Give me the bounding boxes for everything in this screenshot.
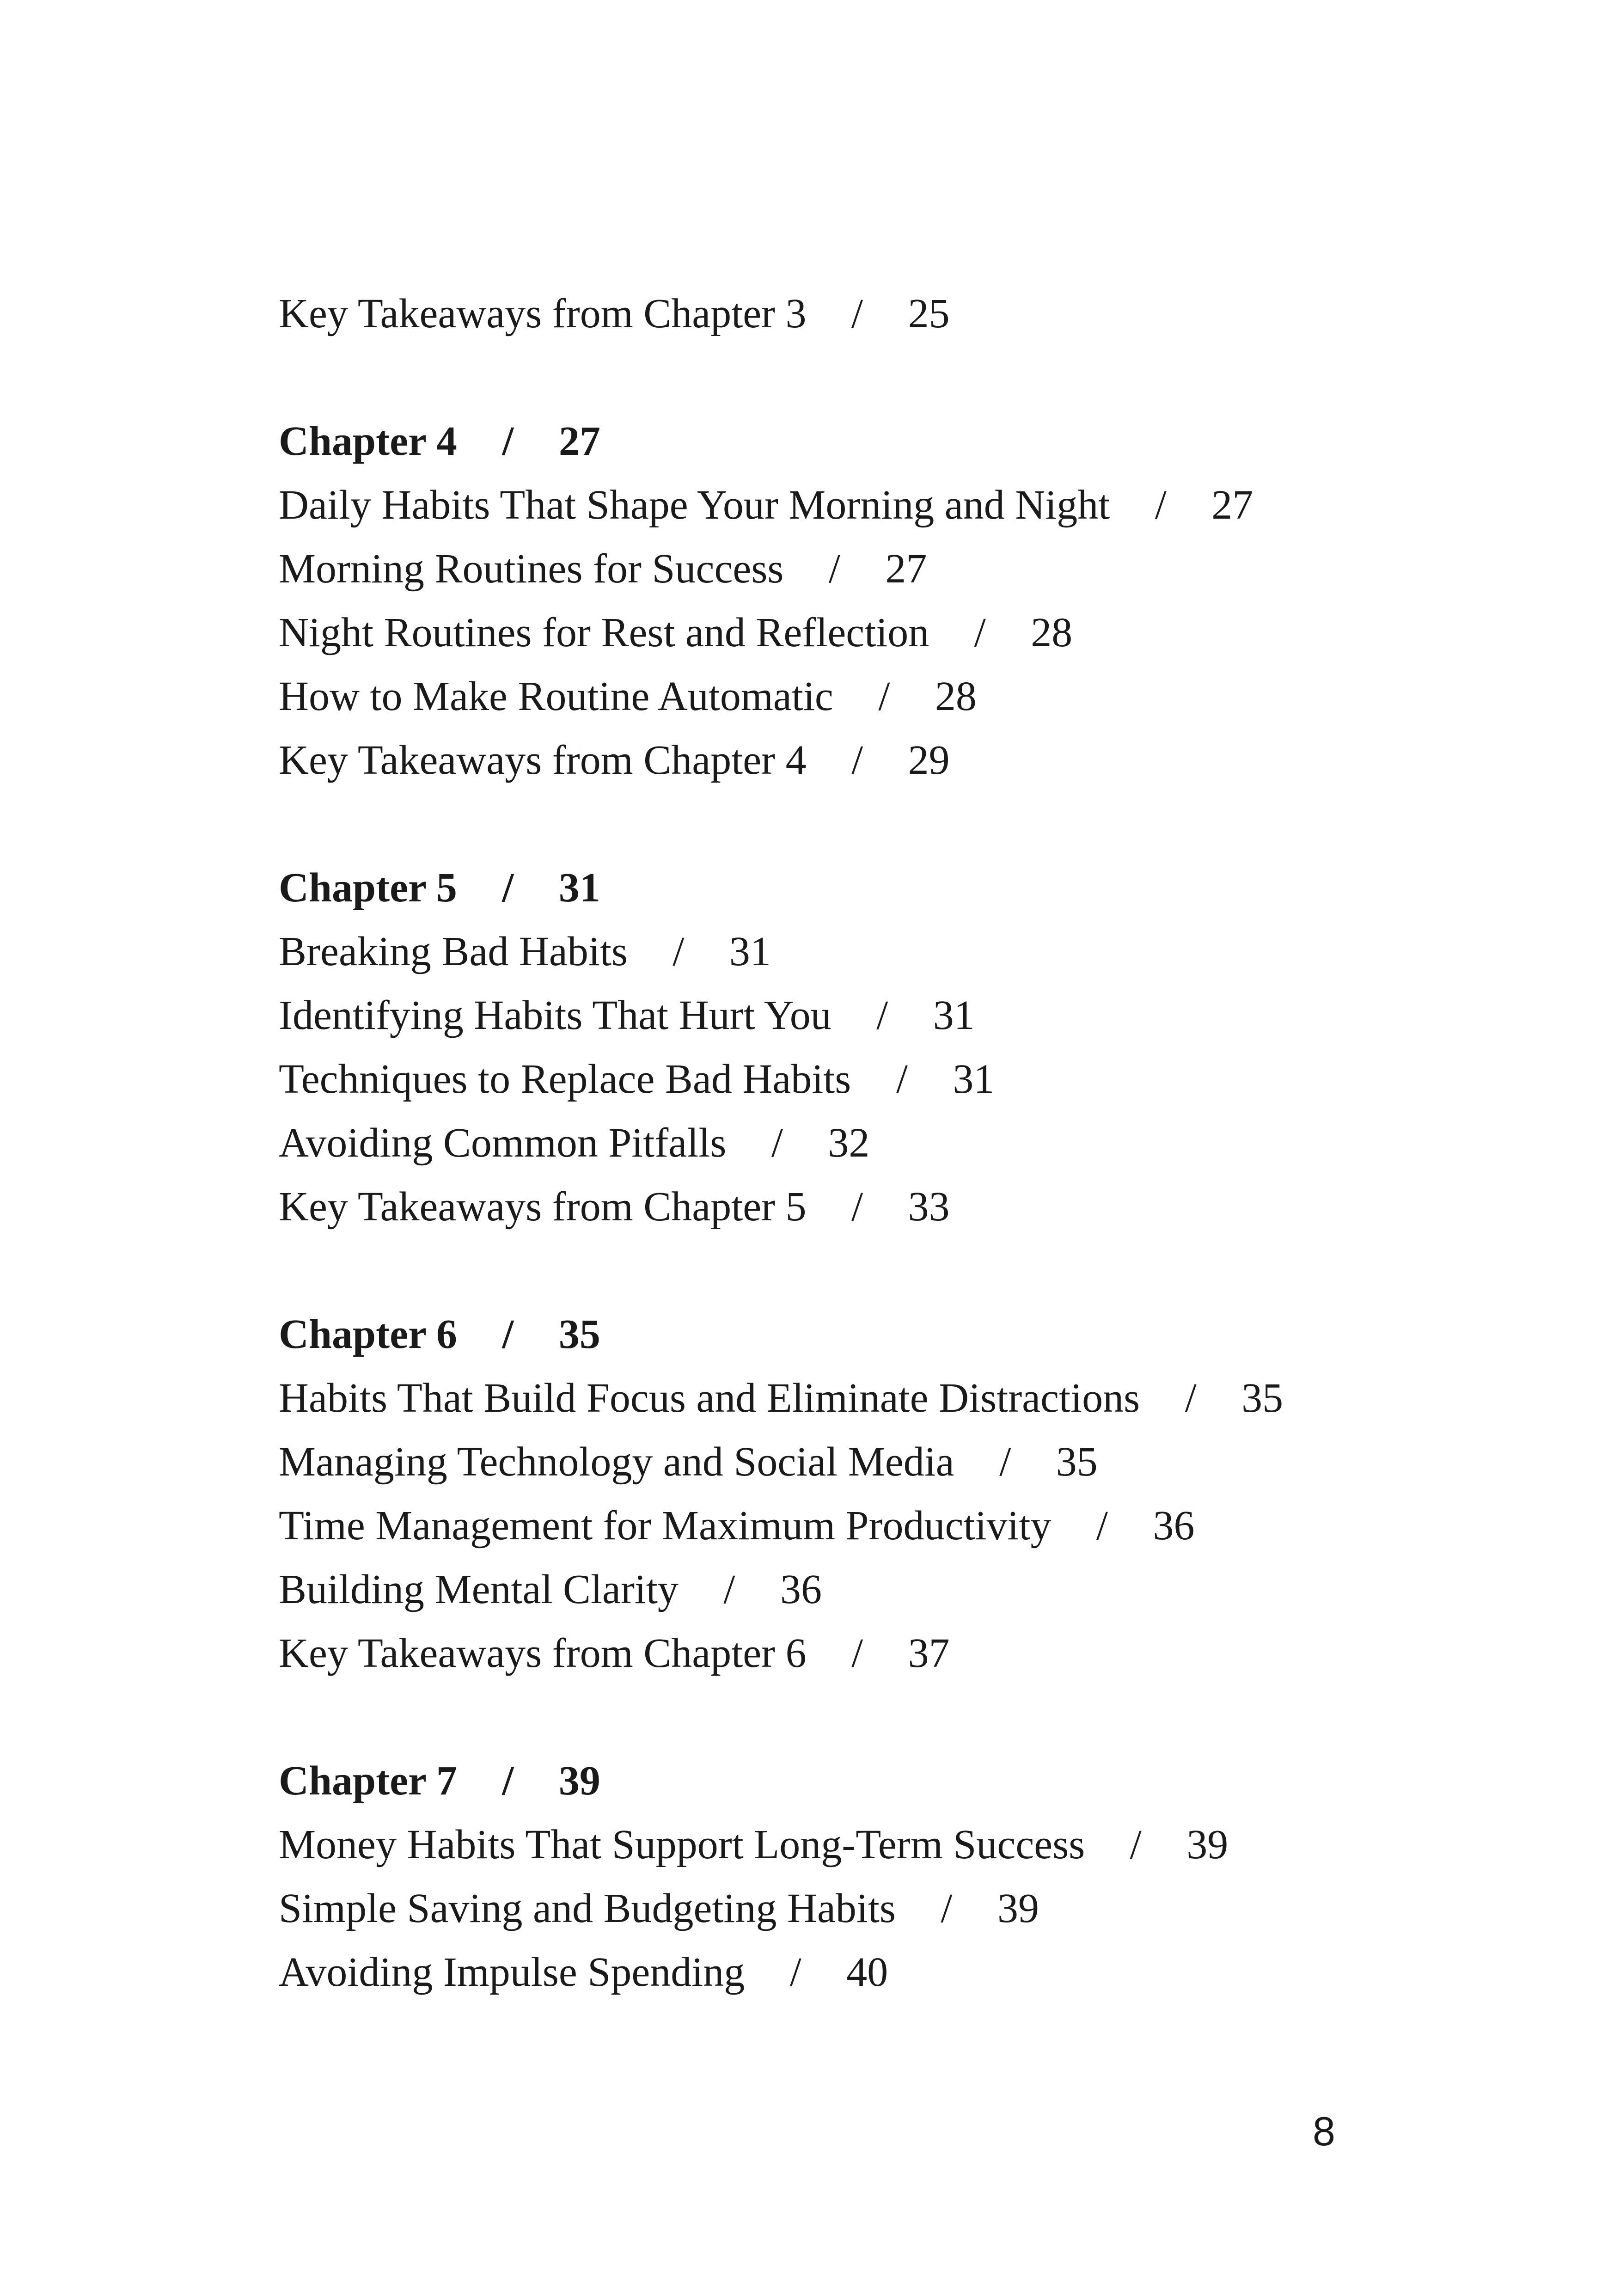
- toc-entry-title: Key Takeaways from Chapter 6: [279, 1630, 807, 1676]
- toc-entry: [279, 1813, 1480, 1877]
- toc-entry-title: How to Make Routine Automatic: [279, 673, 833, 719]
- toc-entry: [279, 729, 1480, 792]
- toc-entry-title: Breaking Bad Habits: [279, 929, 628, 974]
- toc-separator: /: [1096, 1503, 1108, 1549]
- table-of-contents: [279, 282, 1480, 2004]
- toc-separator: /: [789, 1949, 801, 1995]
- chapter-title: Chapter 6: [279, 1311, 457, 1357]
- toc-separator: /: [828, 546, 840, 592]
- toc-entry-title: Avoiding Impulse Spending: [279, 1949, 745, 1995]
- chapter-heading: [279, 410, 1480, 473]
- toc-entry: [279, 1111, 1480, 1175]
- toc-entry: [279, 473, 1480, 537]
- toc-entry-page: 31: [729, 929, 771, 974]
- toc-entry: [279, 282, 1480, 346]
- chapter-page: 31: [558, 865, 600, 911]
- toc-entry-title: Key Takeaways from Chapter 4: [279, 737, 807, 783]
- toc-entry-page: 36: [1153, 1503, 1195, 1549]
- toc-entry-title: Key Takeaways from Chapter 5: [279, 1184, 807, 1230]
- toc-separator: /: [502, 1311, 514, 1357]
- toc-entry: [279, 537, 1480, 601]
- toc-separator: /: [851, 1630, 863, 1676]
- toc-entry-page: 37: [908, 1630, 950, 1676]
- toc-entry: [279, 1622, 1480, 1685]
- toc-entry-title: Techniques to Replace Bad Habits: [279, 1056, 851, 1102]
- chapter-title: Chapter 7: [279, 1758, 457, 1804]
- toc-entry: [279, 1558, 1480, 1622]
- toc-separator: /: [851, 737, 863, 783]
- toc-entry: [279, 1366, 1480, 1430]
- section-gap: [279, 792, 1480, 856]
- toc-entry-title: Key Takeaways from Chapter 3: [279, 291, 807, 337]
- toc-entry-title: Morning Routines for Success: [279, 546, 784, 592]
- toc-entry-page: 31: [953, 1056, 995, 1102]
- toc-entry-page: 36: [780, 1567, 822, 1612]
- chapter-page: 27: [558, 418, 600, 464]
- toc-separator: /: [672, 929, 685, 974]
- toc-entry-page: 32: [828, 1120, 870, 1166]
- toc-entry-page: 29: [908, 737, 950, 783]
- section-gap: [279, 1239, 1480, 1303]
- toc-entry-title: Simple Saving and Budgeting Habits: [279, 1886, 896, 1931]
- toc-entry-page: 39: [1186, 1822, 1229, 1867]
- toc-separator: /: [876, 992, 888, 1038]
- toc-entry: [279, 920, 1480, 984]
- toc-entry-page: 31: [933, 992, 975, 1038]
- toc-separator: /: [851, 291, 863, 337]
- toc-entry-page: 27: [885, 546, 927, 592]
- toc-entry-title: Building Mental Clarity: [279, 1567, 679, 1612]
- toc-entry-page: 28: [935, 673, 977, 719]
- toc-entry: [279, 1494, 1480, 1558]
- toc-separator: /: [1130, 1822, 1142, 1867]
- toc-entry: [279, 984, 1480, 1047]
- toc-entry-page: 27: [1211, 482, 1253, 528]
- section-gap: [279, 1685, 1480, 1749]
- toc-entry-title: Time Management for Maximum Productivity: [279, 1503, 1052, 1549]
- page-number: 8: [1313, 2108, 1335, 2154]
- toc-entry-title: Identifying Habits That Hurt You: [279, 992, 831, 1038]
- toc-entry-page: 35: [1241, 1375, 1284, 1421]
- toc-entry: [279, 1941, 1480, 2004]
- toc-entry-title: Night Routines for Rest and Reflection: [279, 610, 929, 655]
- toc-entry: [279, 1175, 1480, 1239]
- toc-separator: /: [502, 418, 514, 464]
- toc-separator: /: [502, 865, 514, 911]
- toc-entry: [279, 1877, 1480, 1941]
- chapter-heading: [279, 1303, 1480, 1366]
- toc-separator: /: [1155, 482, 1167, 528]
- toc-separator: /: [896, 1056, 908, 1102]
- toc-entry-title: Money Habits That Support Long-Term Success: [279, 1822, 1085, 1867]
- toc-entry-page: 25: [908, 291, 950, 337]
- section-gap: [279, 346, 1480, 410]
- toc-separator: /: [941, 1886, 953, 1931]
- chapter-heading: [279, 856, 1480, 920]
- toc-separator: /: [878, 673, 890, 719]
- toc-separator: /: [502, 1758, 514, 1804]
- chapter-heading: [279, 1749, 1480, 1813]
- toc-separator: /: [999, 1439, 1011, 1485]
- toc-entry-page: 33: [908, 1184, 950, 1230]
- toc-entry-title: Avoiding Common Pitfalls: [279, 1120, 727, 1166]
- chapter-page: 35: [558, 1311, 600, 1357]
- toc-entry-page: 28: [1031, 610, 1073, 655]
- toc-entry-title: Daily Habits That Shape Your Morning and Night: [279, 482, 1110, 528]
- toc-entry-title: Managing Technology and Social Media: [279, 1439, 954, 1485]
- toc-separator: /: [851, 1184, 863, 1230]
- toc-entry-page: 39: [997, 1886, 1039, 1931]
- toc-entry-page: 40: [846, 1949, 888, 1995]
- toc-entry-title: Habits That Build Focus and Eliminate Distractions: [279, 1375, 1140, 1421]
- toc-separator: /: [1185, 1375, 1197, 1421]
- toc-separator: /: [771, 1120, 783, 1166]
- toc-entry: [279, 1430, 1480, 1494]
- toc-entry-page: 35: [1056, 1439, 1098, 1485]
- toc-entry: [279, 1047, 1480, 1111]
- chapter-title: Chapter 4: [279, 418, 457, 464]
- chapter-page: 39: [558, 1758, 600, 1804]
- toc-separator: /: [974, 610, 986, 655]
- toc-separator: /: [723, 1567, 735, 1612]
- toc-entry: [279, 601, 1480, 665]
- chapter-title: Chapter 5: [279, 865, 457, 911]
- toc-entry: [279, 665, 1480, 729]
